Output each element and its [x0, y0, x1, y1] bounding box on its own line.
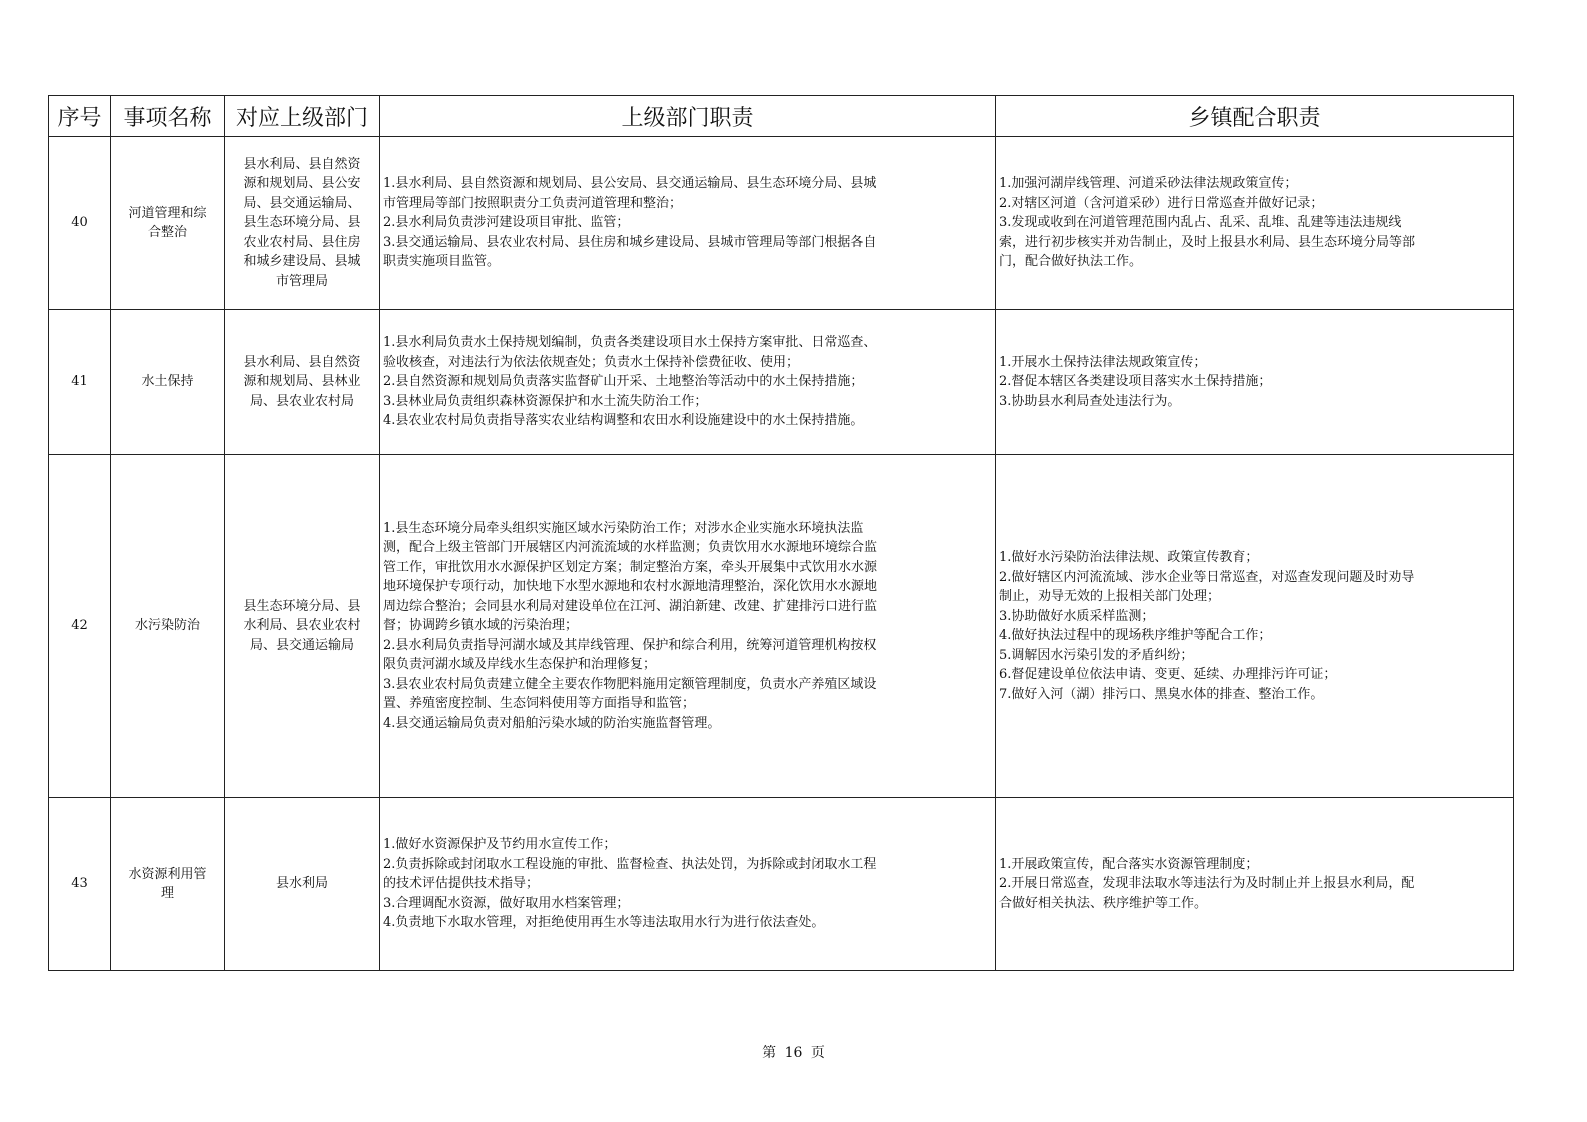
header-upper: 上级部门职责	[380, 96, 996, 137]
cell-department	[225, 137, 380, 310]
cell-upper-duty-line: 4.县交通运输局负责对船舶污染水域的防治实施监督管理。	[383, 715, 721, 731]
cell-upper-duty-line: 置、养殖密度控制、生态饲料使用等方面指导和监管；	[383, 696, 696, 712]
cell-item-name-line: 理	[160, 886, 174, 901]
cell-town-duty-line: 制止，劝导无效的上报相关部门处理；	[999, 589, 1221, 604]
table-row	[49, 455, 1514, 798]
cell-town-duty	[996, 137, 1514, 310]
cell-town-duty-line: 3.协助做好水质采样监测；	[999, 608, 1155, 624]
cell-item-name	[111, 455, 225, 798]
cell-upper-duty	[380, 455, 996, 798]
cell-upper-duty-line: 1.做好水资源保护及节约用水宣传工作；	[383, 837, 617, 853]
cell-department-line: 局、县交通运输局、	[243, 195, 361, 211]
cell-upper-duty-line: 3.县交通运输局、县农业农村局、县住房和城乡建设局、县城市管理局等部门根据各自	[383, 234, 877, 250]
cell-upper-duty	[380, 310, 996, 455]
cell-upper-duty-line: 2.县自然资源和规划局负责落实监督矿山开采、土地整治等活动中的水土保持措施；	[383, 374, 864, 390]
cell-town-duty-line: 2.督促本辖区各类建设项目落实水土保持措施；	[999, 374, 1272, 390]
cell-upper-duty-line: 地环境保护专项行动，加快地下水型水源地和农村水源地清理整治，深化饮用水水源地	[383, 579, 878, 595]
cell-item-name-line: 水资源利用管	[128, 866, 207, 882]
table-body	[49, 137, 1514, 971]
cell-town-duty-line: 门，配合做好执法工作。	[999, 254, 1143, 270]
cell-department-line: 县水利局	[275, 876, 328, 892]
cell-upper-duty-line: 职责实施项目监管。	[383, 254, 501, 270]
cell-upper-duty-line: 3.县林业局负责组织森林资源保护和水土流失防治工作；	[383, 393, 708, 409]
table-row	[49, 798, 1514, 971]
cell-upper-duty-line: 管工作，审批饮用水水源保护区划定方案；制定整治方案，牵头开展集中式饮用水水源	[383, 559, 878, 575]
cell-department-line: 县生态环境分局、县	[243, 598, 361, 614]
cell-town-duty	[996, 310, 1514, 455]
header-dept: 对应上级部门	[225, 96, 380, 137]
cell-upper-duty-line: 市管理局等部门按照职责分工负责河道管理和整治；	[383, 195, 683, 211]
cell-upper-duty-line: 3.合理调配水资源，做好取用水档案管理；	[383, 895, 630, 911]
cell-upper-duty-line: 4.县农业农村局负责指导落实农业结构调整和农田水利设施建设中的水土保持措施。	[383, 413, 864, 429]
cell-item-name	[111, 137, 225, 310]
cell-upper-duty-line: 4.负责地下水取水管理，对拒绝使用再生水等违法取用水行为进行依法查处。	[383, 915, 825, 931]
cell-upper-duty	[380, 798, 996, 971]
cell-upper-duty-line: 的技术评估提供技术指导；	[383, 876, 540, 892]
cell-upper-duty-line: 测，配合上级主管部门开展辖区内河流流域的水样监测；负责饮用水水源地环境综合监	[383, 540, 878, 556]
cell-item-name-line: 水土保持	[141, 374, 194, 390]
responsibility-table	[48, 95, 1514, 971]
cell-town-duty-line: 2.开展日常巡查，发现非法取水等违法行为及时制止并上报县水利局，配	[999, 876, 1415, 892]
cell-department-line: 和城乡建设局、县城	[243, 254, 361, 270]
cell-upper-duty-line: 限负责河湖水域及岸线水生态保护和治理修复；	[383, 657, 657, 673]
footer-prefix: 第	[762, 1045, 777, 1061]
cell-upper-duty-line: 周边综合整治；会同县水利局对建设单位在江河、湖泊新建、改建、扩建排污口进行监	[383, 598, 878, 614]
cell-town-duty	[996, 798, 1514, 971]
cell-town-duty-line: 3.协助县水利局查处违法行为。	[999, 393, 1181, 409]
cell-town-duty-line: 1.做好水污染防治法律法规、政策宣传教育；	[999, 550, 1259, 565]
cell-town-duty-line: 2.做好辖区内河流流域、涉水企业等日常巡查，对巡查发现问题及时劝导	[999, 569, 1415, 585]
cell-department-line: 局、县农业农村局	[249, 393, 354, 409]
cell-department-line: 源和规划局、县林业	[243, 374, 361, 390]
cell-department-line: 县水利局、县自然资	[243, 156, 361, 172]
cell-upper-duty-line: 2.县水利局负责涉河建设项目审批、监管；	[383, 215, 630, 231]
cell-town-duty-line: 1.加强河湖岸线管理、河道采砂法律法规政策宣传；	[999, 176, 1298, 192]
cell-upper-duty-line: 1.县水利局、县自然资源和规划局、县公安局、县交通运输局、县生态环境分局、县城	[383, 176, 877, 192]
cell-town-duty	[996, 455, 1514, 798]
cell-upper-duty-line: 验收核查，对违法行为依法依规查处；负责水土保持补偿费征收、使用；	[383, 354, 800, 370]
cell-town-duty-line: 4.做好执法过程中的现场秩序维护等配合工作；	[999, 628, 1272, 643]
cell-town-duty-line: 1.开展水土保持法律法规政策宣传；	[999, 354, 1207, 370]
header-town: 乡镇配合职责	[996, 96, 1514, 137]
cell-town-duty-line: 合做好相关执法、秩序维护等工作。	[999, 895, 1208, 911]
cell-no: 43	[49, 798, 111, 971]
cell-department-line: 水利局、县农业农村	[243, 618, 361, 634]
cell-town-duty-line: 6.督促建设单位依法申请、变更、延续、办理排污许可证；	[999, 667, 1337, 682]
table-row	[49, 137, 1514, 310]
table-row	[49, 310, 1514, 455]
cell-town-duty-line: 1.开展政策宣传，配合落实水资源管理制度；	[999, 856, 1259, 872]
cell-item-name	[111, 310, 225, 455]
header-row	[49, 96, 1514, 137]
cell-town-duty-line: 3.发现或收到在河道管理范围内乱占、乱采、乱堆、乱建等违法违规线	[999, 215, 1402, 231]
cell-department-line: 源和规划局、县公安	[243, 176, 361, 192]
cell-item-name-line: 水污染防治	[134, 618, 200, 634]
cell-upper-duty	[380, 137, 996, 310]
cell-upper-duty-line: 督；协调跨乡镇水域的污染治理；	[383, 618, 579, 634]
cell-department-line: 局、县交通运输局	[249, 637, 354, 653]
cell-department	[225, 455, 380, 798]
cell-department-line: 县水利局、县自然资	[243, 354, 361, 370]
cell-no: 41	[49, 310, 111, 455]
cell-item-name-line: 河道管理和综	[128, 205, 207, 221]
cell-upper-duty-line: 1.县生态环境分局牵头组织实施区域水污染防治工作；对涉水企业实施水环境执法监	[383, 520, 864, 536]
cell-upper-duty-line: 2.县水利局负责指导河湖水域及其岸线管理、保护和综合利用，统筹河道管理机构按权	[383, 637, 877, 653]
cell-upper-duty-line: 2.负责拆除或封闭取水工程设施的审批、监督检查、执法处罚，为拆除或封闭取水工程	[383, 856, 877, 872]
header-name: 事项名称	[111, 96, 225, 137]
cell-town-duty-line: 索，进行初步核实并劝告制止，及时上报县水利局、县生态环境分局等部	[999, 234, 1416, 250]
cell-department	[225, 798, 380, 971]
cell-item-name	[111, 798, 225, 971]
cell-department	[225, 310, 380, 455]
cell-town-duty-line: 7.做好入河（湖）排污口、黑臭水体的排查、整治工作。	[999, 686, 1324, 702]
cell-town-duty-line: 5.调解因水污染引发的矛盾纠纷；	[999, 647, 1194, 663]
cell-upper-duty-line: 1.县水利局负责水土保持规划编制，负责各类建设项目水土保持方案审批、日常巡查、	[383, 335, 877, 351]
cell-no: 40	[49, 137, 111, 310]
cell-department-line: 市管理局	[275, 273, 328, 289]
cell-department-line: 农业农村局、县住房	[243, 234, 361, 250]
header-no: 序号	[49, 96, 111, 137]
footer-suffix: 页	[810, 1045, 825, 1061]
cell-town-duty-line: 2.对辖区河道（含河道采砂）进行日常巡查并做好记录；	[999, 195, 1324, 211]
cell-upper-duty-line: 3.县农业农村局负责建立健全主要农作物肥料施用定额管理制度，负责水产养殖区域设	[383, 676, 877, 692]
page-footer	[0, 1042, 1587, 1062]
cell-item-name-line: 合整治	[147, 225, 187, 240]
cell-department-line: 县生态环境分局、县	[243, 215, 361, 231]
cell-no: 42	[49, 455, 111, 798]
page-number: 16	[784, 1045, 803, 1061]
